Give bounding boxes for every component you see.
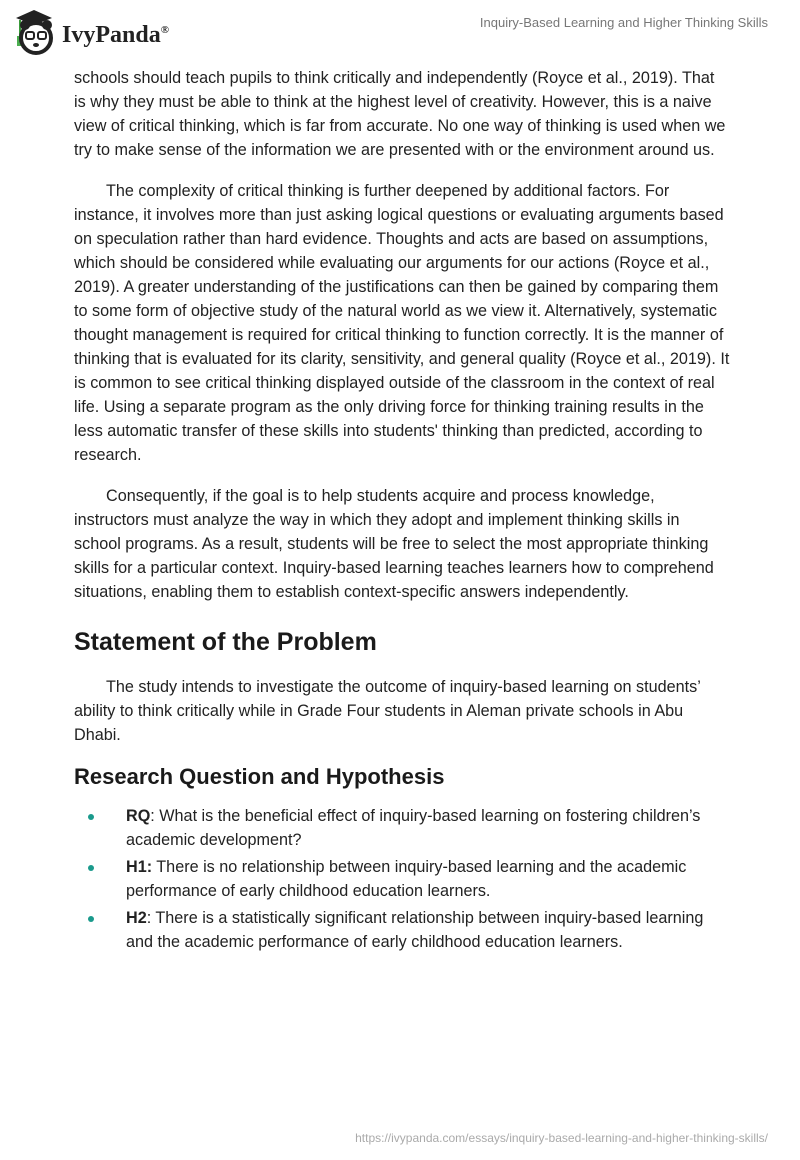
article-body bbox=[74, 66, 730, 957]
list-item: H2: There is a statistically significant relationship between inquiry-based learning and the academic performance of early childhood education learners. bbox=[74, 906, 730, 954]
footer-url[interactable]: https://ivypanda.com/essays/inquiry-based-learning-and-higher-thinking-skills/ bbox=[355, 1131, 768, 1145]
panda-logo-icon bbox=[12, 8, 56, 56]
bullet-icon bbox=[88, 814, 94, 820]
bullet-icon bbox=[88, 916, 94, 922]
page-header bbox=[0, 0, 800, 60]
section-heading-research-question: Research Question and Hypothesis bbox=[74, 764, 445, 789]
hypothesis-list bbox=[74, 804, 730, 954]
paragraph: The complexity of critical thinking is further deepened by additional factors. For instance, it involves more than just asking logical questions or evaluating arguments based on speculation rather than hard evidence. Thoughts and acts are based on assumptions, which should be considered while evaluating our arguments for our actions (Royce et al., 2019). A greater understanding of the justifications can then be gained by comparing them to some form of objective study of the natural world as we view it. Alternatively, systematic thought management is required for critical thinking to function correctly. It is the manner of thinking that is evaluated for its clarity, sensitivity, and general quality (Royce et al., 2019). It is common to see critical thinking displayed outside of the classroom in the context of real life. Using a separate program as the only driving force for thinking training results in the less automatic transfer of these skills into students' thinking than predicted, according to research. bbox=[74, 182, 730, 464]
ivypanda-logo[interactable] bbox=[12, 8, 169, 56]
list-item: H1: There is no relationship between inquiry-based learning and the academic performance of early childhood education learners. bbox=[74, 855, 730, 903]
paragraph: Consequently, if the goal is to help students acquire and process knowledge, instructors must analyze the way in which they adopt and implement thinking skills in school programs. As a result, students will be free to select the most appropriate thinking skills for a particular context. Inquiry-based learning teaches learners how to comprehend situations, enabling them to establish context-specific answers independently. bbox=[74, 487, 714, 601]
list-item: RQ: What is the beneficial effect of inquiry-based learning on fostering children’s academic development? bbox=[74, 804, 730, 852]
logo-text: IvyPanda® bbox=[62, 21, 169, 48]
paragraph: schools should teach pupils to think critically and independently (Royce et al., 2019). That is why they must be able to think at the highest level of creativity. However, this is a naive view of critical thinking, which is far from accurate. No one way of thinking is used when we try to make sense of the information we are presented with or the environment around us. bbox=[74, 69, 726, 159]
section-heading-problem: Statement of the Problem bbox=[74, 628, 377, 656]
bullet-icon bbox=[88, 865, 94, 871]
document-title: Inquiry-Based Learning and Higher Thinking Skills bbox=[479, 15, 768, 30]
paragraph: The study intends to investigate the outcome of inquiry-based learning on students’ ability to think critically while in Grade Four students in Aleman private schools in Abu Dhabi. bbox=[74, 678, 701, 744]
